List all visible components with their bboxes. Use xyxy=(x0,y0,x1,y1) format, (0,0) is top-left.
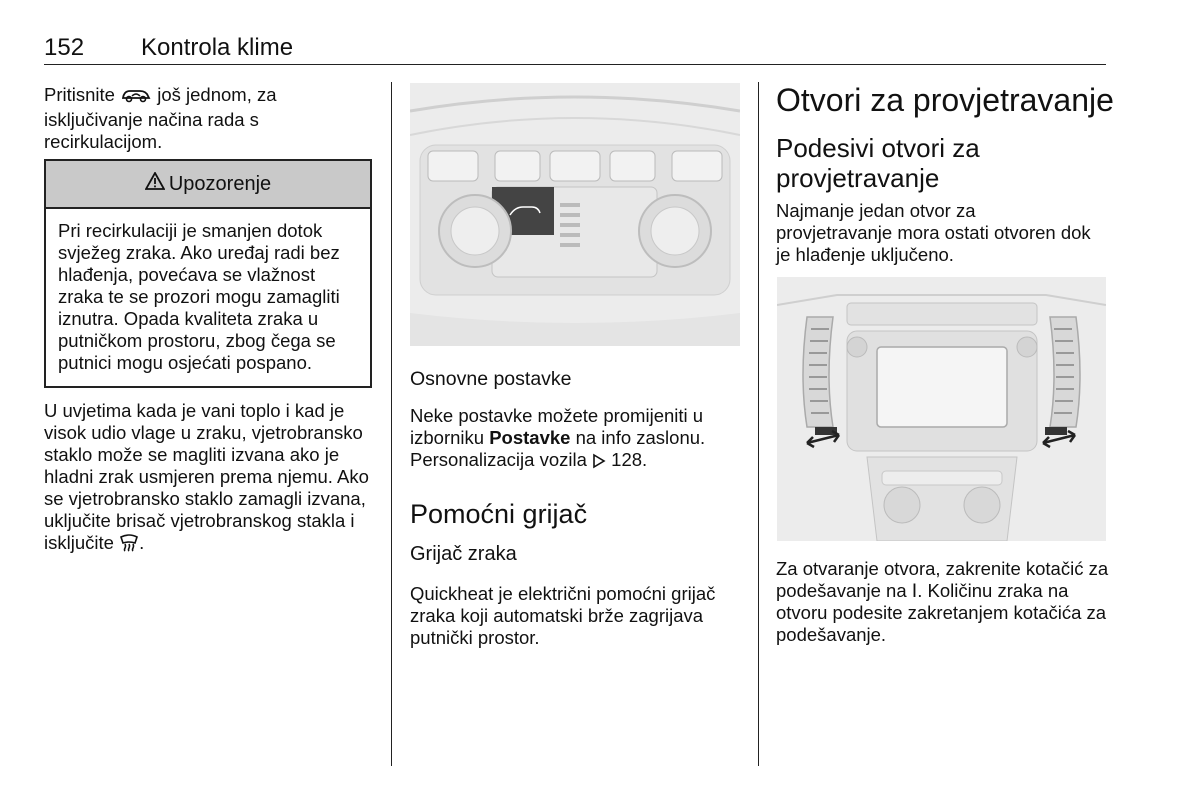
aux-heater-heading: Pomoćni grijač xyxy=(410,499,588,529)
settings-paragraph: Neke postavke možete promijeniti u izborniku Postavke na info zaslonu. Personalizacija vozila 128. xyxy=(410,405,740,474)
chapter-title: Kontrola klime xyxy=(141,34,294,61)
warning-box xyxy=(44,159,372,388)
warning-text: Pri recirkulaciji je smanjen dotok svježeg zraka. Ako uređaj radi bez hlađenja, povećava se vlažnost zraka te se prozori mogu zamagliti iznutra. Opada kvaliteta zraka u putničkom prostoru, zbog čega se putnici mogu osjećati pospano. xyxy=(58,220,340,373)
recirculation-paragraph: Pritisnite još jednom, za isključivanje načina rada s recirkulacijom. xyxy=(44,84,277,152)
warning-triangle-icon xyxy=(145,172,165,196)
air-heater-heading: Grijač zraka xyxy=(410,543,517,565)
warning-header xyxy=(46,161,370,209)
windshield-defrost-icon xyxy=(119,534,139,557)
column-divider-1 xyxy=(391,82,392,766)
section-heading: Otvori za provjetravanje xyxy=(776,82,1114,118)
climate-control-panel-image xyxy=(410,83,740,346)
dashboard-vents-image xyxy=(777,277,1106,541)
header-rule xyxy=(44,64,1106,65)
recirculation-icon xyxy=(120,86,152,109)
fogging-paragraph: U uvjetima kada je vani toplo i kad je visok udio vlage u zraku, vjetrobransko staklo može se magliti izvana ako je hladni zrak usmjeren prema njemu. Ako se vjetrobransko staklo zamagli izvana, uključite brisač vjetrobranskog stakla i isključite . xyxy=(44,400,379,557)
page-reference-icon xyxy=(592,452,606,474)
vent-opening-paragraph: Za otvaranje otvora, zakrenite kotačić za podešavanje na Ⅰ. Količinu zraka na otvoru podesite zakretanjem kotačića za podešavanje. xyxy=(776,558,1109,645)
adjustable-vents-heading: Podesivi otvori za provjetravanje xyxy=(776,133,980,193)
menu-name-postavke: Postavke xyxy=(489,427,571,448)
adjustable-vents-paragraph: Najmanje jedan otvor za provjetravanje mora ostati otvoren dok je hlađenje uključeno. xyxy=(776,200,1091,265)
page-number: 152 xyxy=(44,34,85,61)
column-divider-2 xyxy=(758,82,759,766)
air-heater-paragraph: Quickheat je električni pomoćni grijač zraka koji automatski brže zagrijava putnički prostor. xyxy=(410,583,716,648)
warning-title: Upozorenje xyxy=(168,172,272,195)
settings-heading: Osnovne postavke xyxy=(410,368,572,390)
